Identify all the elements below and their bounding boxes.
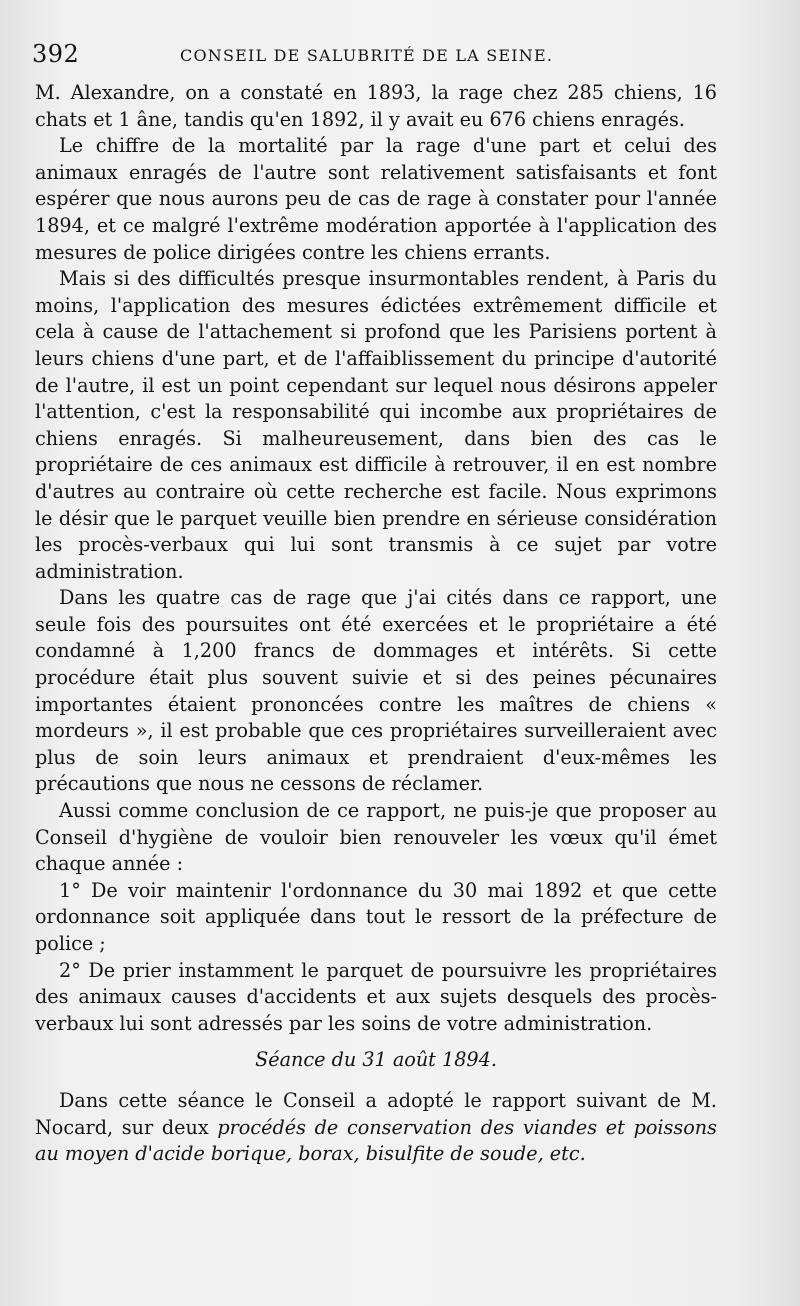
page-number: 392 <box>32 40 80 68</box>
paragraph-session <box>35 1088 717 1168</box>
paragraph-continuation: M. Alexandre, on a constaté en 1893, la rage chez 285 chiens, 16 chats et 1 âne, tandis qu'en 1892, il y avait eu 676 chiens enragés. <box>35 81 717 131</box>
page-header <box>32 38 760 72</box>
session-heading: Séance du 31 août 1894. <box>255 1048 497 1072</box>
session-text-intro: Dans cette séance le Conseil a adopté le rapport suivant de M. Nocard, sur deux <box>35 1088 717 1139</box>
paragraph-prosecutions: Dans les quatre cas de rage que j'ai cités dans ce rapport, une seule fois des poursuites ont été exercées et le propriétaire a été condamné à 1,200 francs de dommages et intérêts. Si cette procédure était plus souvent suivie et si des peines pécunaires importantes étaient prononcées contre les maîtres de chiens « mordeurs », il est probable que ces propriétaires surveilleraient avec plus de soin leurs animaux et prendraient d'eux-mêmes les précautions que nous ne cessons de réclamer. <box>35 586 717 796</box>
running-title: CONSEIL DE SALUBRITÉ DE LA SEINE. <box>180 46 554 65</box>
body-text <box>35 80 717 1168</box>
paragraph-conclusion: Aussi comme conclusion de ce rapport, ne puis-je que proposer au Conseil d'hygiène de vouloir bien renouveler les vœux qu'il émet chaque année : <box>35 799 717 876</box>
paragraph-mortality: Le chiffre de la mortalité par la rage d'une part et celui des animaux enragés de l'autre sont relativement satisfaisants et font espérer que nous aurons peu de cas de rage à constater pour l'année 1894, et ce malgré l'extrême modération apportée à l'application des mesures de police dirigées contre les chiens errants. <box>35 134 717 264</box>
wish-item-1: 1° De voir maintenir l'ordonnance du 30 mai 1892 et que cette ordonnance soit appliquée dans tout le ressort de la préfecture de police ; <box>35 878 717 955</box>
session-text-italic: procédés de conservation des viandes et poissons au moyen d'acide borique, borax, bisulfite de soude, etc. <box>35 1115 717 1166</box>
paragraph-responsibility: Mais si des difficultés presque insurmontables rendent, à Paris du moins, l'application des mesures édictées extrêmement difficile et cela à cause de l'attachement si profond que les Parisiens portent à leurs chiens d'une part, et de l'affaiblissement du principe d'autorité de l'autre, il est un point cependant sur lequel nous désirons appeler l'attention, c'est la responsabilité qui incombe aux propriétaires de chiens enragés. Si malheureusement, dans bien des cas le propriétaire de ces animaux est difficile à retrouver, il en est nombre d'autres au contraire où cette recherche est facile. Nous exprimons le désir que le parquet veuille bien prendre en sérieuse considération les procès-verbaux qui lui sont transmis à ce sujet par votre administration. <box>35 267 717 583</box>
wish-item-2: 2° De prier instamment le parquet de poursuivre les propriétaires des animaux causes d'accidents et aux sujets desquels des procès-verbaux lui sont adressés par les soins de votre administration. <box>35 958 717 1035</box>
